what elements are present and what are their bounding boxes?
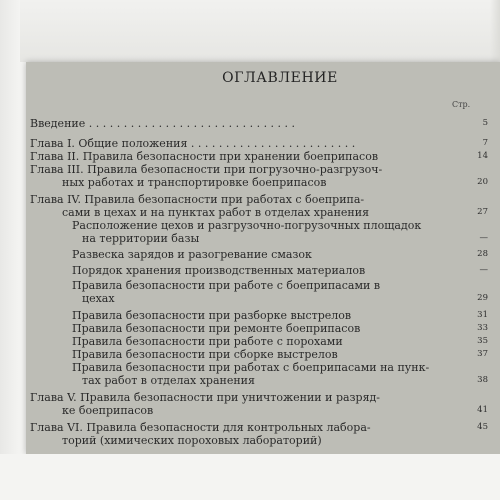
toc-entry-title: Глава II. Правила безопасности при хранении боеприпасов xyxy=(30,150,379,163)
toc-entry xyxy=(72,362,429,374)
toc-entry xyxy=(72,310,351,322)
toc-entry xyxy=(30,164,382,176)
toc-entry-title: Правила безопасности при разборке выстрелов xyxy=(72,309,352,322)
toc-entry xyxy=(72,220,421,232)
toc-entry-title: Правила безопасности при работе с порохами xyxy=(72,335,343,348)
toc-page-number: 35 xyxy=(477,336,488,346)
toc-page-number: 31 xyxy=(477,310,488,320)
toc-entry-title: Глава IV. Правила безопасности при работах с боеприпа- xyxy=(30,193,365,206)
toc-entry-title: Расположение цехов и разгрузочно-погрузочных площадок xyxy=(72,219,422,232)
page-title: ОГЛАВЛЕНИЕ xyxy=(222,70,338,86)
toc-page-number: 41 xyxy=(477,405,488,415)
toc-entry xyxy=(30,138,355,150)
toc-entry-title: Глава V. Правила безопасности при уничтожении и разряд- xyxy=(30,391,381,404)
toc-entry xyxy=(62,207,369,219)
toc-page-number: 27 xyxy=(477,207,488,217)
toc-entry-title: Правила безопасности при сборке выстрелов xyxy=(72,348,338,361)
toc-page-number: — xyxy=(479,265,488,275)
toc-entry xyxy=(72,249,312,261)
toc-page-number: 28 xyxy=(477,249,488,259)
toc-entry xyxy=(30,118,295,130)
toc-entry xyxy=(62,177,326,189)
toc-entry xyxy=(82,233,199,245)
toc-entry xyxy=(82,293,115,305)
toc-entry-title: на территории базы xyxy=(82,232,200,245)
toc-entry-title: Глава I. Общие положения . . . . . . . . . . . . . . . . . . . . . . . . xyxy=(30,137,356,150)
toc-entry xyxy=(72,323,360,335)
toc-entry-title: Развеска зарядов и разогревание смазок xyxy=(72,248,312,261)
toc-entry-title: тах работ в отделах хранения xyxy=(82,374,255,387)
toc-entry-title: сами в цехах и на пунктах работ в отделах хранения xyxy=(62,206,370,219)
toc-page-number: 38 xyxy=(477,375,488,385)
toc-entry xyxy=(30,194,364,206)
toc-entry xyxy=(62,405,153,417)
background-bottom xyxy=(0,454,500,500)
toc-entry-title: Правила безопасности при ремонте боеприпасов xyxy=(72,322,361,335)
toc-entry-title: Порядок хранения производственных материалов xyxy=(72,264,366,277)
toc-entry xyxy=(30,151,378,163)
toc-entry xyxy=(82,375,255,387)
background-top xyxy=(0,0,500,62)
toc-entry-title: ных работах и транспортировке боеприпасов xyxy=(62,176,327,189)
background-left xyxy=(0,0,20,500)
toc-page-number: 14 xyxy=(477,151,488,161)
toc-entry xyxy=(62,435,322,447)
toc-entry-title: Глава III. Правила безопасности при погрузочно-разгрузоч- xyxy=(30,163,383,176)
toc-entry-title: цехах xyxy=(82,292,115,305)
toc-page-number: 45 xyxy=(477,422,488,432)
toc-entry xyxy=(72,336,343,348)
toc-page-number: 7 xyxy=(482,138,488,148)
toc-entry xyxy=(72,265,365,277)
toc-entry-title: ке боеприпасов xyxy=(62,404,154,417)
toc-entry xyxy=(72,280,380,292)
toc-entry-title: Глава VI. Правила безопасности для контрольных лабора- xyxy=(30,421,371,434)
page-number-header: Стр. xyxy=(452,100,471,109)
toc-entry-title: Введение . . . . . . . . . . . . . . . . . . . . . . . . . . . . . . xyxy=(30,117,296,130)
toc-entry-title: торий (химических пороховых лабораторий) xyxy=(62,434,322,447)
toc-entry xyxy=(30,422,371,434)
toc-entry xyxy=(72,349,338,361)
toc-entry-title: Правила безопасности при работах с боеприпасами на пунк- xyxy=(72,361,430,374)
toc-page-number: 20 xyxy=(477,177,488,187)
toc-page-number: 29 xyxy=(477,293,488,303)
toc-page-number: — xyxy=(479,233,488,243)
toc-entry-title: Правила безопасности при работе с боеприпасами в xyxy=(72,279,381,292)
toc-page-number: 5 xyxy=(482,118,488,128)
toc-page-number: 37 xyxy=(477,349,488,359)
toc-page-number: 33 xyxy=(477,323,488,333)
toc-entry xyxy=(30,392,380,404)
